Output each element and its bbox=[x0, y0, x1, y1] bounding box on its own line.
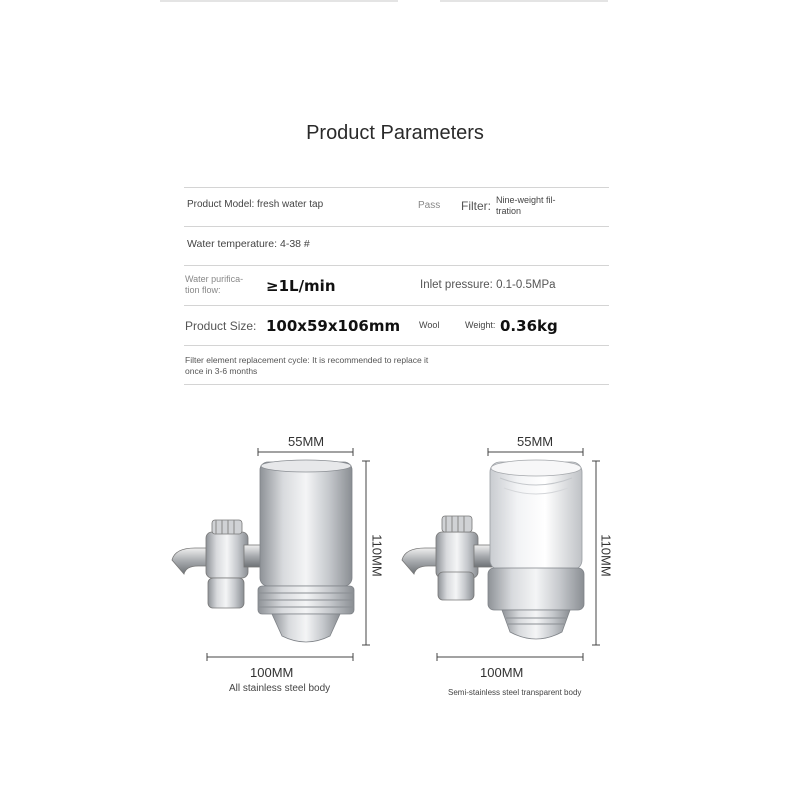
product-1-length-label: 100MM bbox=[250, 665, 294, 680]
size-value: 100x59x106mm bbox=[266, 317, 401, 335]
flow-label: Water purifica-tion flow: bbox=[185, 274, 244, 295]
product-2-height-label: 110MM bbox=[598, 534, 614, 577]
size-label: Product Size: bbox=[185, 319, 257, 333]
pass-label: Pass bbox=[418, 200, 441, 211]
product-1-caption: All stainless steel body bbox=[229, 683, 331, 694]
product-2-caption: Semi-stainless steel transparent body bbox=[448, 688, 582, 697]
water-temperature: Water temperature: 4-38 # bbox=[187, 238, 310, 250]
wool-label: Wool bbox=[419, 320, 440, 330]
product-1-width-label: 55MM bbox=[288, 434, 325, 449]
inlet-pressure: Inlet pressure: 0.1-0.5MPa bbox=[420, 279, 556, 291]
product-2-length-label: 100MM bbox=[480, 665, 524, 680]
product-2-width-label: 55MM bbox=[517, 434, 554, 449]
weight-value: 0.36kg bbox=[500, 317, 558, 335]
page-title: Product Parameters bbox=[306, 122, 484, 144]
product-1-height-label: 110MM bbox=[369, 534, 385, 577]
filter-label: Filter: bbox=[461, 199, 491, 213]
product-model: Product Model: fresh water tap bbox=[187, 199, 324, 210]
product-1-faucet-image bbox=[172, 460, 354, 642]
filter-value: Nine-weight fil-tration bbox=[496, 195, 556, 216]
weight-label: Weight: bbox=[465, 320, 496, 330]
flow-value: ≥1L/min bbox=[266, 277, 336, 295]
replacement-cycle: Filter element replacement cycle: It is recommended to replace it once in 3-6 months bbox=[185, 355, 429, 376]
product-2-faucet-image bbox=[402, 460, 584, 639]
